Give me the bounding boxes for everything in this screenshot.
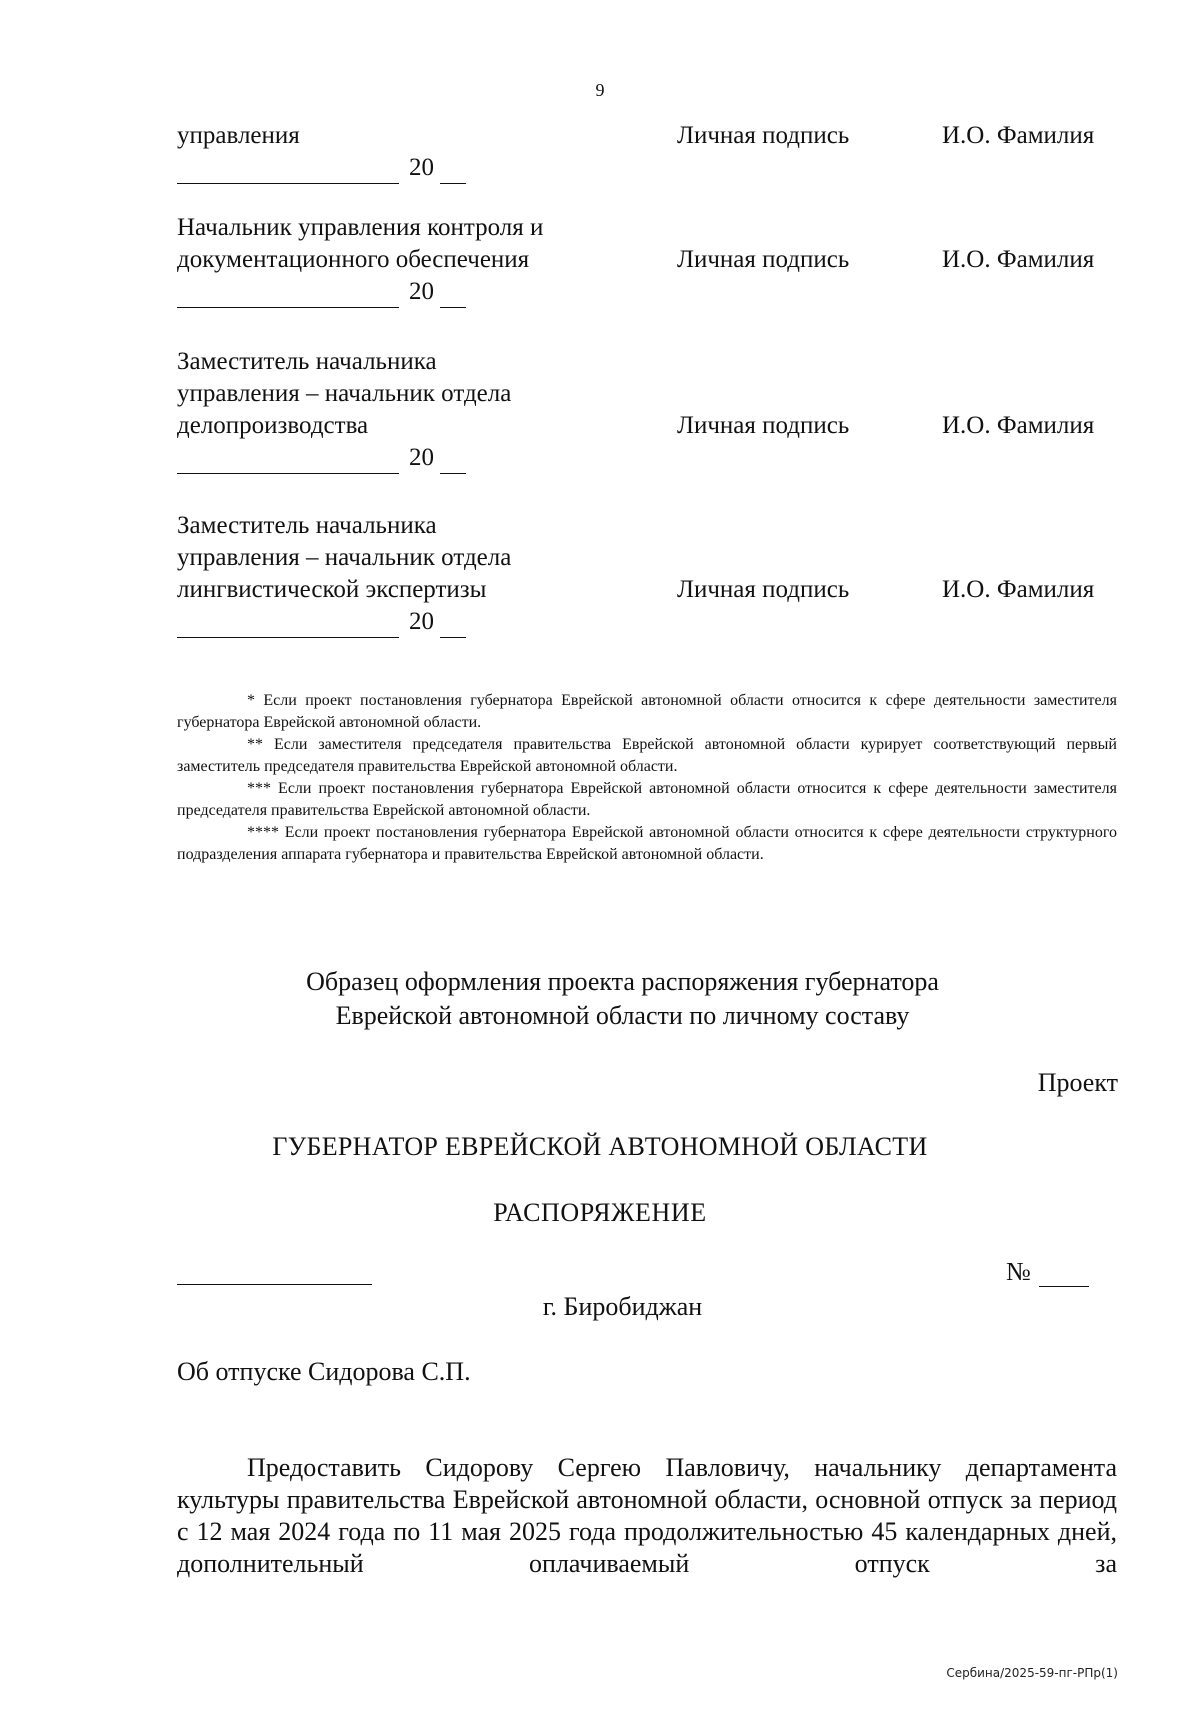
year-prefix: 20 — [409, 154, 434, 181]
date-line — [177, 442, 597, 474]
signature-block — [177, 120, 1117, 192]
signature-label: Личная подпись — [677, 122, 850, 149]
name-label: И.О. Фамилия — [942, 122, 1095, 149]
order-title: РАСПОРЯЖЕНИЕ — [493, 1198, 707, 1227]
position-title: управления 20 — [177, 120, 597, 184]
signature-block — [177, 346, 1117, 486]
name-label: И.О. Фамилия — [942, 412, 1095, 439]
project-label: Проект — [1037, 1068, 1118, 1097]
date-line — [177, 276, 597, 308]
date-blank — [177, 161, 399, 184]
number-label: № — [1006, 1257, 1031, 1286]
footnote: **** Если проект постановления губернатора Еврейской автономной области относится к сфере деятельности структурного подразделения аппарата губернатора и правительства Еврейской автономной области. — [177, 824, 1117, 863]
name-label: И.О. Фамилия — [942, 576, 1095, 603]
date-blank — [177, 615, 399, 638]
number-field — [1006, 1257, 1089, 1287]
body-paragraph — [177, 1452, 1117, 1580]
year-prefix: 20 — [409, 278, 434, 305]
year-blank — [440, 451, 466, 474]
date-field-blank — [177, 1262, 372, 1285]
date-blank — [177, 451, 399, 474]
year-blank — [440, 615, 466, 638]
footnote: * Если проект постановления губернатора Еврейской автономной области относится к сфере деятельности заместителя губернатора Еврейской автономной области. — [177, 692, 1117, 731]
date-blank — [177, 285, 399, 308]
year-prefix: 20 — [409, 608, 434, 635]
footnote: ** Если заместителя председателя правительства Еврейской автономной области курирует соответствующий первый заместитель председателя правительства Еврейской автономной области. — [177, 736, 1117, 775]
date-line — [177, 606, 597, 638]
signature-label: Личная подпись — [677, 412, 850, 439]
year-blank — [440, 285, 466, 308]
date-line — [177, 152, 597, 184]
signature-block — [177, 212, 1117, 322]
signature-block — [177, 510, 1117, 650]
footnotes — [177, 690, 1117, 866]
position-title: Начальник управления контроля и документационного обеспечения 20 — [177, 212, 597, 308]
order-subject: Об отпуске Сидорова С.П. — [177, 1357, 471, 1386]
governor-title: ГУБЕРНАТОР ЕВРЕЙСКОЙ АВТОНОМНОЙ ОБЛАСТИ — [272, 1132, 928, 1161]
position-title: Заместитель начальника управления – начальник отдела делопроизводства 20 — [177, 346, 597, 474]
sample-title: Образец оформления проекта распоряжения губернатора Еврейской автономной области по личному составу — [306, 967, 939, 1030]
signature-label: Личная подпись — [677, 246, 850, 273]
year-blank — [440, 161, 466, 184]
page-number: 9 — [595, 80, 605, 100]
signature-label: Личная подпись — [677, 576, 850, 603]
number-blank — [1039, 1262, 1089, 1287]
body-text: Предоставить Сидорову Сергею Павловичу, начальнику департамента культуры правительства Еврейской автономной области, основной отпуск за период с 12 мая 2024 года по 11 мая 2025 года продолжительностью 45 календарных дней, дополнительный оплачиваемый отпуск за — [177, 1453, 1117, 1578]
footnote: *** Если проект постановления губернатора Еврейской автономной области относится к сфере деятельности заместителя председателя правительства Еврейской автономной области. — [177, 780, 1117, 819]
footer-code: Сербина/2025-59-пг-РПр(1) — [946, 1666, 1118, 1680]
position-title: Заместитель начальника управления – начальник отдела лингвистической экспертизы 20 — [177, 510, 597, 638]
name-label: И.О. Фамилия — [942, 246, 1095, 273]
year-prefix: 20 — [409, 444, 434, 471]
city: г. Биробиджан — [542, 1292, 703, 1321]
